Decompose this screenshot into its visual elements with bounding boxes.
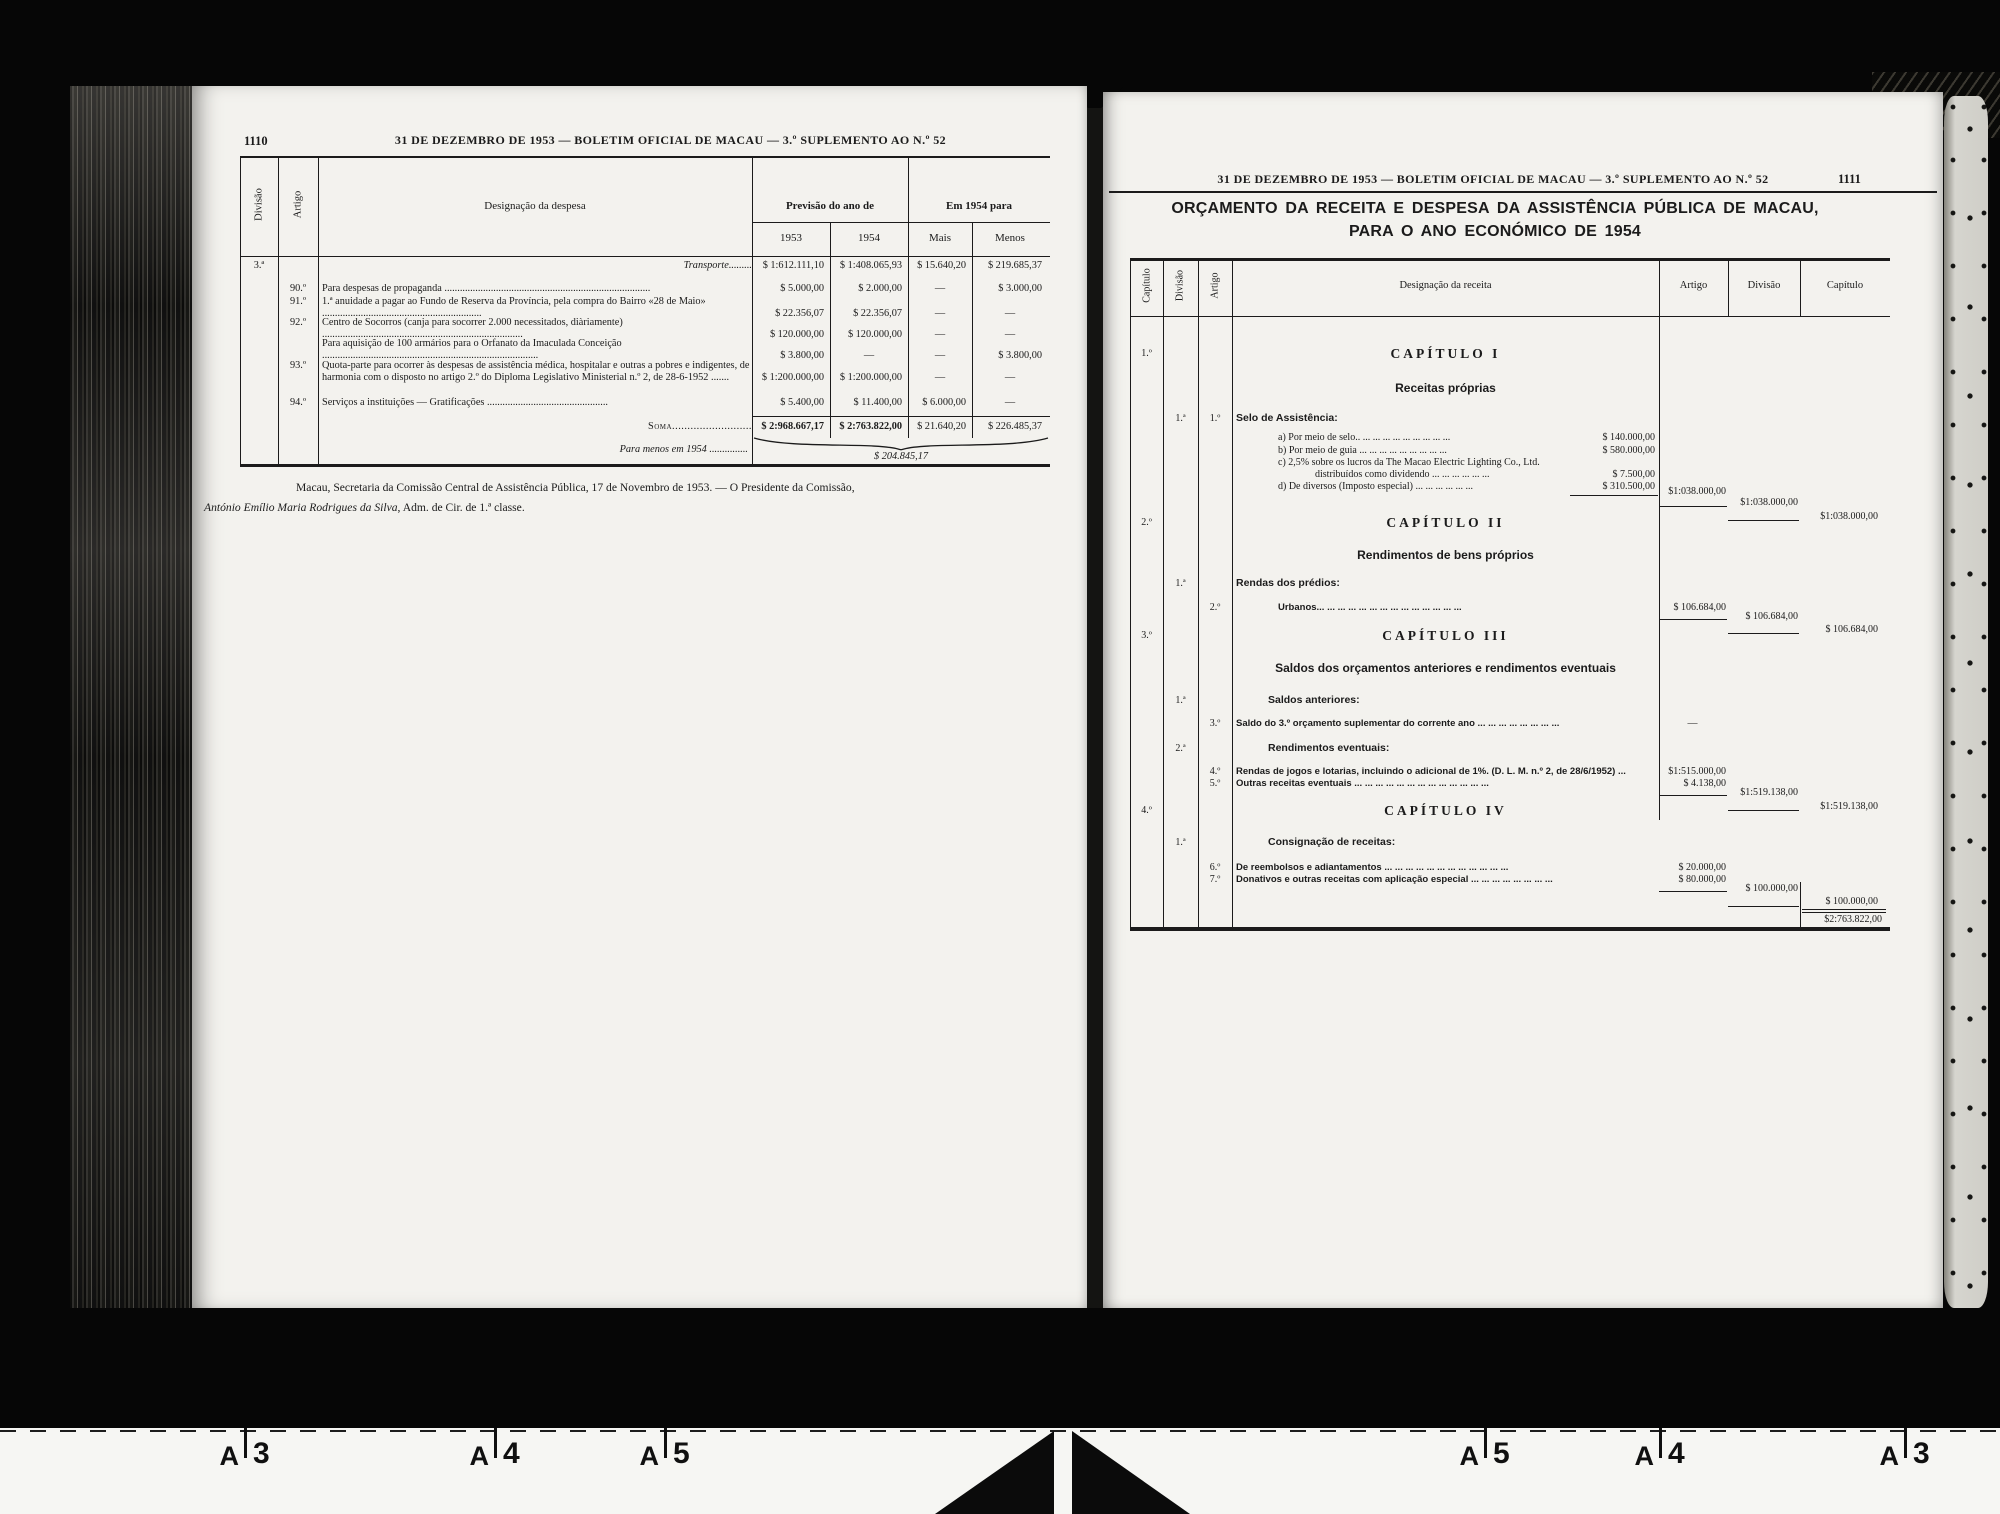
marker-digit: 3 <box>253 1437 270 1470</box>
revenue-item <box>1278 432 1655 443</box>
cell-menos: $ 3.800,00 <box>998 349 1042 361</box>
cell-mais: — <box>934 307 946 319</box>
cell-1954: $ 1:408.065,93 <box>839 260 902 271</box>
item-value-artigo: $ 20.000,00 <box>1678 862 1726 873</box>
marker-letter: A <box>1634 1441 1654 1471</box>
document-title-line1: ORÇAMENTO DA RECEITA E DESPESA DA ASSISTÊNCIA PÚBLICA DE MACAU, <box>1171 200 1819 217</box>
cell-1953: $ 5.000,00 <box>780 283 824 294</box>
cell-menos: — <box>1004 371 1016 383</box>
artigo-num: 1.º <box>1209 413 1221 424</box>
cell-mais: $ 6.000,00 <box>922 397 966 408</box>
col-header-menos: Menos <box>995 232 1025 244</box>
cell-designacao: Para aquisição de 100 armários para o Orfanato da Imaculada Conceição .................................................................................... <box>322 338 622 361</box>
col-header-em1954: Em 1954 para <box>946 200 1012 212</box>
cell-1953: $ 22.356,07 <box>775 307 824 319</box>
soma-label: Soma.......................... <box>648 421 752 432</box>
sum-brace <box>752 437 1050 451</box>
capitulo-title: CAPÍTULO I <box>1390 346 1501 361</box>
film-frame-marker <box>1445 1428 1525 1478</box>
cell-designacao: Transporte......... <box>683 260 752 271</box>
marker-digit: 3 <box>1913 1437 1930 1470</box>
marker-digit: 4 <box>1668 1437 1685 1470</box>
cell-mais: — <box>934 371 946 383</box>
cell-artigo: 92.º <box>289 317 307 328</box>
sum-divisao: $ 100.000,00 <box>1745 883 1798 894</box>
document-title-line2: PARA O ANO ECONÓMICO DE 1954 <box>1348 223 1642 240</box>
page-number: 1111 <box>1838 172 1861 186</box>
col-header-divisao: Divisão <box>253 188 265 221</box>
page-gutter <box>1086 88 1103 1308</box>
film-frame-marker <box>455 1428 535 1478</box>
signature-block <box>204 478 1054 518</box>
col-line <box>1659 258 1660 820</box>
marker-tick <box>244 1428 247 1458</box>
artigo-num: 7.º <box>1209 874 1221 885</box>
cell-1953: $ 120.000,00 <box>769 328 824 340</box>
item-text: b) Por meio de guia ... ... ... ... ... ... ... ... ... <box>1278 445 1447 456</box>
col-header-capitulo: Capítulo <box>1141 268 1153 303</box>
table-row <box>240 296 1048 319</box>
signature-name: António Emílio Maria Rodrigues da Silva <box>204 501 398 514</box>
cell-1954: $ 11.400,00 <box>853 397 902 408</box>
sum-rule <box>1659 891 1727 892</box>
marker-tick <box>1904 1428 1907 1458</box>
marker-digit: 5 <box>1493 1437 1510 1470</box>
cell-1953: $ 3.800,00 <box>780 349 824 361</box>
cell-menos: $ 219.685,37 <box>987 260 1042 271</box>
revenue-item: Donativos e outras receitas com aplicação especial ... ... ... ... ... ... ... ... <box>1236 874 1553 885</box>
cell-mais: $ 15.640,20 <box>917 260 966 271</box>
col-header-designacao: Designação da receita <box>1399 280 1492 291</box>
revenue-item <box>1278 457 1655 468</box>
sum-divisao: $1:519.138,00 <box>1740 787 1798 798</box>
capitulo-subtitle: Rendimentos de bens próprios <box>1357 548 1534 562</box>
marker-letter: A <box>469 1441 489 1471</box>
item-text: a) Por meio de selo.. ... ... ... ... ... ... ... ... ... <box>1278 432 1451 443</box>
revenue-table <box>1130 258 1890 930</box>
cell-mais: — <box>934 349 946 361</box>
sum-capitulo: $1:038.000,00 <box>1820 511 1878 522</box>
cell-artigo: 90.º <box>289 283 307 294</box>
cell-menos: — <box>1004 307 1016 319</box>
col-header-r-artigo: Artigo <box>1679 280 1708 291</box>
item-value: $ 7.500,00 <box>1612 469 1655 480</box>
artigo-num: 2.º <box>1209 602 1221 613</box>
film-frame-marker <box>625 1428 705 1478</box>
capitulo-subtitle: Receitas próprias <box>1395 381 1496 395</box>
cell-1953: $ 2:968.667,17 <box>761 421 824 432</box>
table-row <box>240 317 1048 340</box>
cell-mais: — <box>934 283 946 294</box>
item-value: $ 140.000,00 <box>1602 432 1655 443</box>
divisao-num: 2.ª <box>1175 743 1186 754</box>
para-menos-value: $ 204.845,17 <box>873 451 929 462</box>
right-page <box>1103 92 1943 1308</box>
cell-1953: $ 1:612.111,10 <box>762 260 824 271</box>
sum-rule <box>1659 795 1727 796</box>
table-top-rule <box>1130 258 1890 261</box>
marker-tick <box>494 1428 497 1458</box>
cell-designacao: Centro de Socorros (canja para socorrer 2.000 necessitados, diàriamente) .............................................................................. <box>322 317 623 340</box>
divisao-num: 1.ª <box>1175 413 1186 424</box>
cell-artigo: 93.º <box>289 360 307 371</box>
marker-digit: 4 <box>503 1437 520 1470</box>
revenue-item <box>1315 469 1655 480</box>
soma-top-rule <box>752 416 1050 417</box>
marker-tick <box>1484 1428 1487 1458</box>
item-value: $ 580.000,00 <box>1602 445 1655 456</box>
col-header-r-divisao: Divisão <box>1747 280 1781 291</box>
item-text: c) 2,5% sobre os lucros da The Macao Electric Lighting Co., Ltd. <box>1278 457 1540 468</box>
capitulo-num: 4.º <box>1141 805 1152 816</box>
sum-divisao: $ 106.684,00 <box>1745 611 1798 622</box>
item-value-artigo: $ 4.138,00 <box>1683 778 1726 789</box>
division-heading: Rendas dos prédios: <box>1236 577 1340 589</box>
revenue-item: Rendas de jogos e lotarias, incluindo o adicional de 1%. (D. L. M. n.º 2, de 28/6/1952) ... <box>1236 766 1626 777</box>
table-top-rule <box>240 156 1050 158</box>
cell-divisao: 3.ª <box>253 260 265 271</box>
col-header-designacao: Designação da despesa <box>484 200 586 212</box>
sum-rule <box>1728 906 1799 907</box>
revenue-item: Urbanos... ... ... ... ... ... ... ... ... ... ... ... ... ... <box>1278 602 1462 613</box>
running-header: 31 DE DEZEMBRO DE 1953 — BOLETIM OFICIAL DE MACAU — 3.º SUPLEMENTO AO N.º 52 <box>394 133 947 147</box>
artigo-num: 4.º <box>1209 766 1221 777</box>
sum-divisao: $1:038.000,00 <box>1740 497 1798 508</box>
cell-1954: $ 1:200.000,00 <box>839 371 902 383</box>
revenue-item: De reembolsos e adiantamentos ... ... ... ... ... ... ... ... ... ... ... ... <box>1236 862 1509 873</box>
marker-letter: A <box>219 1441 239 1471</box>
item-value-artigo: — <box>1687 718 1698 729</box>
cell-mais: $ 21.640,20 <box>917 421 966 432</box>
book-spine-edge <box>70 86 194 1308</box>
revenue-item <box>1278 445 1655 456</box>
grand-total: $2:763.822,00 <box>1824 914 1882 925</box>
divisao-num: 1.ª <box>1175 837 1186 848</box>
sum-artigo: $1:038.000,00 <box>1668 486 1726 497</box>
cell-designacao: 1.ª anuidade a pagar ao Fundo de Reserva da Província, pela compra do Bairro «28 de Maio» .............................................................. <box>322 296 706 319</box>
cell-mais: — <box>934 328 946 340</box>
sum-rule <box>1659 506 1727 507</box>
table-row <box>240 338 1048 361</box>
running-header: 31 DE DEZEMBRO DE 1953 — BOLETIM OFICIAL DE MACAU — 3.º SUPLEMENTO AO N.º 52 <box>1217 172 1769 186</box>
marker-letter: A <box>1459 1441 1479 1471</box>
sum-capitulo: $ 100.000,00 <box>1825 896 1878 907</box>
marker-letter: A <box>1879 1441 1899 1471</box>
item-text: distribuídos como dividendo ... ... ... ... ... ... <box>1315 469 1490 480</box>
table-row <box>240 283 1048 295</box>
cell-1954: $ 2:763.822,00 <box>839 421 902 432</box>
header-rule <box>1109 191 1937 193</box>
artigo-num: 3.º <box>1209 718 1221 729</box>
item-value: $ 310.500,00 <box>1602 481 1655 492</box>
cell-1953: $ 5.400,00 <box>780 397 824 408</box>
division-heading: Saldos anteriores: <box>1268 694 1360 706</box>
cell-menos: — <box>1004 397 1016 408</box>
cell-designacao: Para despesas de propaganda ................................................................................ <box>322 283 651 294</box>
divisao-num: 1.ª <box>1175 695 1186 706</box>
cell-1954: — <box>863 349 875 361</box>
marker-tick <box>664 1428 667 1458</box>
col-line <box>1163 258 1164 927</box>
cell-menos: — <box>1004 328 1016 340</box>
sum-rule <box>1659 619 1727 620</box>
division-heading: Rendimentos eventuais: <box>1268 742 1390 754</box>
col-header-1954: 1954 <box>858 232 880 244</box>
col-header-artigo: Artigo <box>1209 272 1221 299</box>
sum-rule <box>1728 520 1799 521</box>
cell-1953: $ 1:200.000,00 <box>761 371 824 383</box>
revenue-item: Outras receitas eventuais ... ... ... ... ... ... ... ... ... ... ... ... ... <box>1236 778 1489 789</box>
revenue-item <box>1278 481 1655 492</box>
col-line <box>1198 258 1199 927</box>
cell-menos: $ 226.485,37 <box>987 421 1042 432</box>
table-bottom-rule <box>1130 927 1890 931</box>
table-bottom-rule <box>240 464 1050 467</box>
para-menos-label: Para menos em 1954 ............... <box>619 444 748 455</box>
em1954-underline <box>908 222 1050 223</box>
signature-line2 <box>204 498 1054 518</box>
col-header-divisao: Divisão <box>1174 269 1186 302</box>
sum-capitulo: $1:519.138,00 <box>1820 801 1878 812</box>
divisao-num: 1.ª <box>1175 578 1186 589</box>
sum-rule <box>1728 810 1799 811</box>
capitulo-title: CAPÍTULO II <box>1386 515 1505 530</box>
marker-letter: A <box>639 1441 659 1471</box>
film-frame-marker <box>205 1428 285 1478</box>
film-frame-marker <box>1620 1428 1700 1478</box>
capitulo-num: 1.º <box>1141 348 1152 359</box>
cell-1954: $ 2.000,00 <box>858 283 902 294</box>
marker-digit: 5 <box>673 1437 690 1470</box>
cell-designacao: Quota-parte para ocorrer às despesas de assistência médica, hospitalar e outras a pobres e indigentes, de harmonia com o disposto no artigo 2.º do Diploma Legislativo Ministerial n.º 2, de 28-6-1952 ....... <box>322 360 750 383</box>
table-row <box>240 360 1048 383</box>
sum-rule <box>1728 633 1799 634</box>
col-header-1953: 1953 <box>780 232 802 244</box>
capitulo-title: CAPÍTULO III <box>1382 628 1509 643</box>
page-number: 1110 <box>244 134 268 148</box>
artigo-num: 6.º <box>1209 862 1221 873</box>
division-heading: Consignação de receitas: <box>1268 836 1396 848</box>
film-ruler-line <box>0 1430 2000 1432</box>
table-row-soma <box>240 421 1048 433</box>
cell-artigo: 91.º <box>289 296 307 307</box>
capitulo-num: 3.º <box>1141 630 1152 641</box>
signature-suffix: , Adm. de Cir. de 1.ª classe. <box>397 501 525 514</box>
grand-total-rule <box>1802 909 1886 913</box>
expense-table <box>240 156 1050 472</box>
cell-1954: $ 22.356,07 <box>853 307 902 319</box>
capitulo-subtitle: Saldos dos orçamentos anteriores e rendimentos eventuais <box>1275 661 1616 675</box>
col-header-r-capitulo: Capítulo <box>1826 280 1864 291</box>
item-value-artigo: $1:515.000,00 <box>1668 766 1726 777</box>
film-frame-marker <box>1865 1428 1945 1478</box>
sum-rule <box>1570 495 1658 496</box>
cell-designacao: Serviços a instituições — Gratificações ............................................... <box>322 397 608 408</box>
item-text: d) De diversos (Imposto especial) ... ... ... ... ... ... <box>1278 481 1473 492</box>
artigo-num: 5.º <box>1209 778 1221 789</box>
capitulo-title: CAPÍTULO IV <box>1384 803 1507 818</box>
cell-menos: $ 3.000,00 <box>998 283 1042 294</box>
division-heading: Selo de Assistência: <box>1236 412 1338 424</box>
cell-artigo: 94.º <box>289 397 307 408</box>
left-page <box>192 86 1087 1308</box>
header-bottom-rule <box>240 256 1050 257</box>
col-header-mais: Mais <box>929 232 951 244</box>
signature-line1: Macau, Secretaria da Comissão Central de Assistência Pública, 17 de Novembro de 1953. — O Presidente da Comissão, <box>296 481 855 494</box>
header-bottom-rule <box>1130 316 1890 317</box>
item-value-artigo: $ 106.684,00 <box>1673 602 1726 613</box>
sum-capitulo: $ 106.684,00 <box>1825 624 1878 635</box>
revenue-item: Saldo do 3.º orçamento suplementar do corrente ano ... ... ... ... ... ... ... ... <box>1236 718 1560 729</box>
item-value-artigo: $ 80.000,00 <box>1678 874 1726 885</box>
page-edge-stack <box>1944 96 1988 1308</box>
marker-tick <box>1659 1428 1662 1458</box>
table-row-transporte <box>240 260 1048 272</box>
col-header-previsao: Previsão do ano de <box>785 200 875 212</box>
cell-1954: $ 120.000,00 <box>847 328 902 340</box>
table-row <box>240 397 1048 409</box>
col-header-artigo: Artigo <box>292 190 304 219</box>
capitulo-num: 2.º <box>1141 517 1152 528</box>
